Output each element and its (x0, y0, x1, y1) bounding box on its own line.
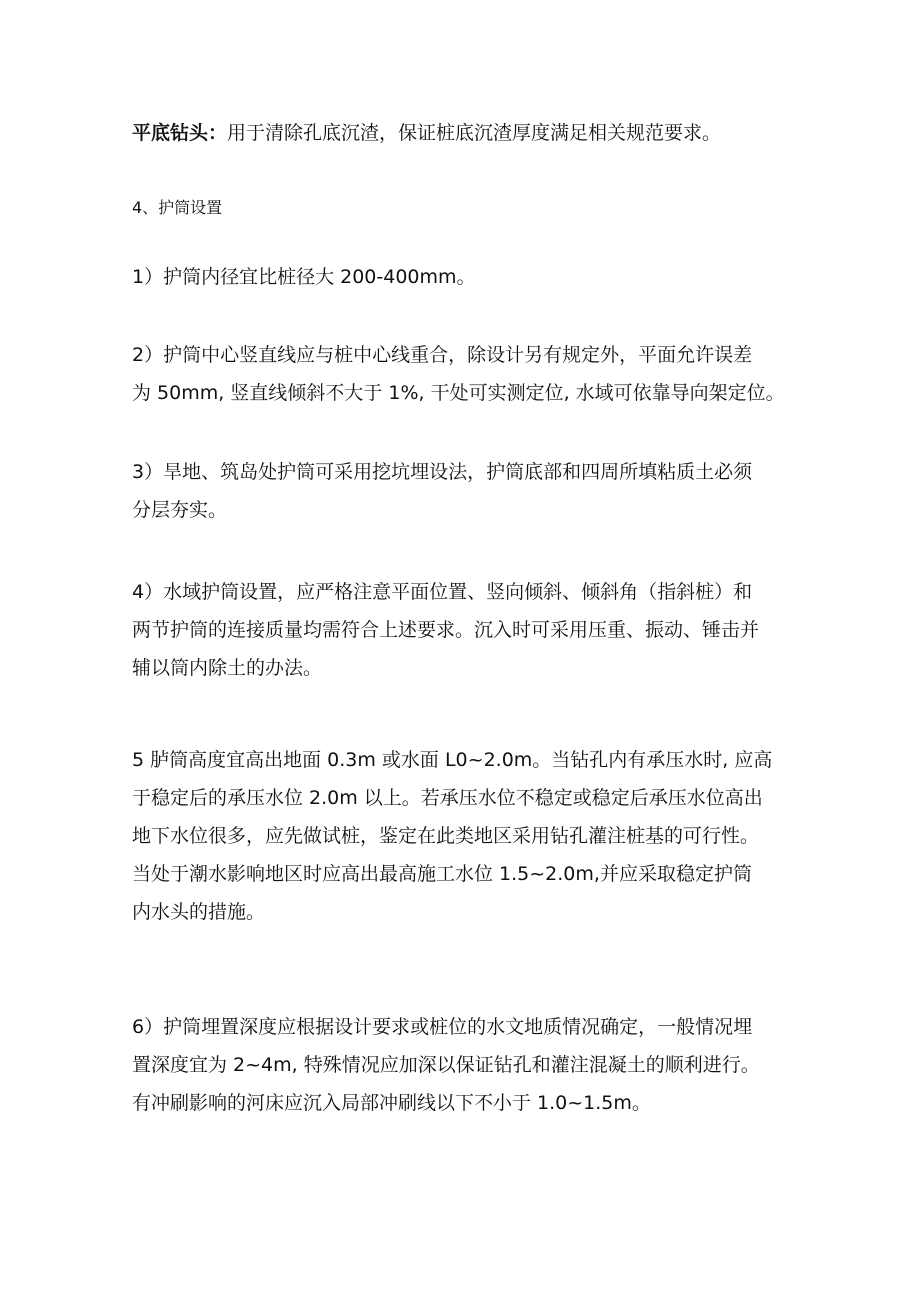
item-3-paragraph (132, 453, 800, 529)
paragraph-line: 置深度宜为 2~4m, 特殊情况应加深以保证钻孔和灌注混凝土的顺利进行。 (132, 1054, 760, 1076)
paragraph-line: 辅以筒内除土的办法。 (132, 657, 323, 679)
paragraph-line: 两节护筒的连接质量均需符合上述要求。沉入时可采用压重、振动、锤击并 (132, 619, 760, 641)
paragraph-line: 地下水位很多，应先做试桩，鉴定在此类地区采用钻孔灌注桩基的可行性。 (132, 825, 760, 847)
section-heading: 4、护筒设置 (132, 198, 223, 217)
paragraph-line: 为 50mm, 竖直线倾斜不大于 1%, 干处可实测定位, 水域可依靠导向架定位。 (132, 382, 785, 404)
item-1-paragraph (132, 258, 800, 296)
paragraph-line: 于稳定后的承压水位 2.0m 以上。若承压水位不稳定或稳定后承压水位高出 (132, 787, 763, 809)
paragraph-line: 3）旱地、筑岛处护筒可采用挖坑埋设法，护筒底部和四周所填粘质土必须 (132, 461, 753, 483)
item-6-paragraph (132, 1008, 800, 1122)
paragraph-line: 1）护筒内径宜比桩径大 200-400mm。 (132, 266, 476, 288)
intro-paragraph (132, 114, 800, 152)
paragraph-line: 2）护筒中心竖直线应与桩中心线重合，除设计另有规定外，平面允许误差 (132, 344, 753, 366)
intro-text: 用于清除孔底沉渣，保证桩底沉渣厚度满足相关规范要求。 (227, 122, 722, 144)
item-4-paragraph (132, 573, 800, 687)
paragraph-line: 6）护筒埋置深度应根据设计要求或桩位的水文地质情况确定，一般情况埋 (132, 1016, 753, 1038)
paragraph-line: 5 胪筒高度宜高出地面 0.3m 或水面 L0~2.0m。当钻孔内有承压水时, 应高 (132, 749, 773, 771)
paragraph-line: 分层夯实。 (132, 499, 228, 521)
paragraph-line: 当处于潮水影响地区时应高出最高施工水位 1.5~2.0m,并应采取稳定护筒 (132, 863, 752, 885)
paragraph-line: 内水头的措施。 (132, 901, 266, 923)
item-2-paragraph (132, 336, 800, 412)
paragraph-line: 4）水域护筒设置，应严格注意平面位置、竖向倾斜、倾斜角（指斜桩）和 (132, 581, 753, 603)
item-5-paragraph (132, 741, 800, 931)
intro-label: 平底钻头： (132, 122, 228, 144)
paragraph-line: 有冲刷影响的河床应沉入局部冲刷线以下不小于 1.0~1.5m。 (132, 1092, 651, 1114)
